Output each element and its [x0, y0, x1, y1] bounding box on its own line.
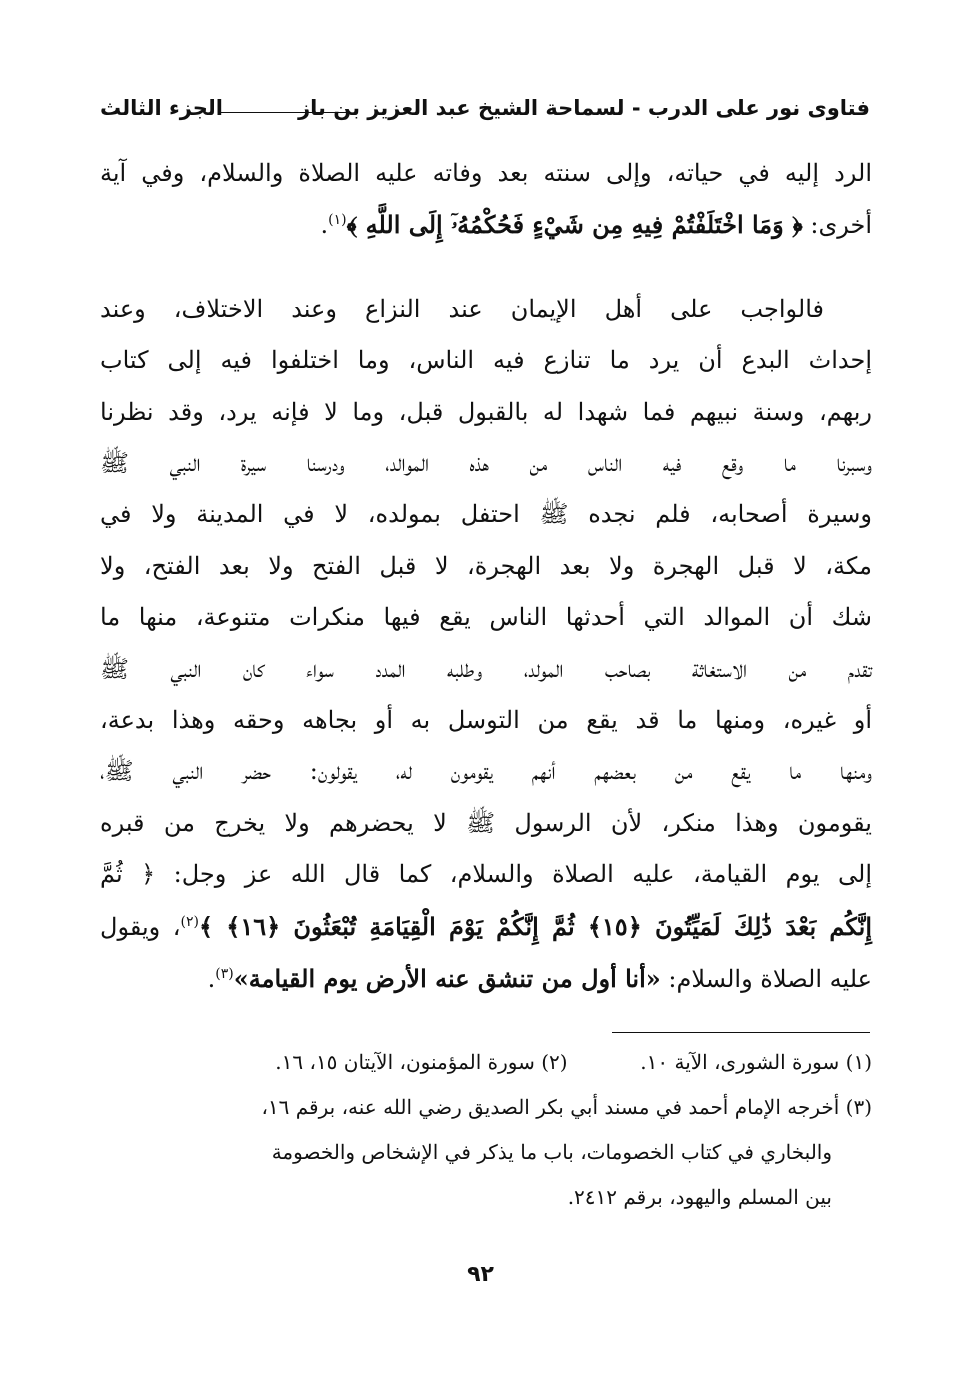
footnote-ref: (١) — [328, 212, 347, 229]
text-line: الرد إليه في حياته، وإلى سنته بعد وفاته عليه الصلاة والسلام، وفي آية — [100, 159, 872, 187]
footnote-ref: (٣) — [215, 966, 234, 983]
text-line: ومنها ما يقع من بعضهم أنهم يقومون له، يقولون: حضر النبي ﷺ، — [100, 757, 872, 786]
text-fragment: أخرى: — [810, 211, 872, 240]
footnote-ref: (٢) — [180, 913, 199, 930]
main-text — [100, 148, 872, 1006]
text-fragment: . — [320, 211, 329, 240]
header-volume: الجزء الثالث — [100, 96, 223, 120]
text-line: مكة، لا قبل الهجرة ولا بعد الهجرة، لا قبل الفتح ولا بعد الفتح، ولا — [100, 551, 872, 580]
text-line: فالواجب على أهل الإيمان عند النزاع وعند الاختلاف، وعند — [100, 294, 824, 323]
footnote-3-continued: بين المسلم واليهود، برقم ٢٤١٢. — [567, 1185, 832, 1209]
text-line: إلى يوم القيامة، عليه الصلاة والسلام، كما قال الله عز وجل: ﴿ ثُمَّ — [100, 860, 872, 889]
text-line: وسيرة أصحابه، فلم نجده ﷺ احتفل بمولده، لا في المدينة ولا في — [100, 500, 872, 529]
text-line: شك أن الموالد التي أحدثها الناس يقع فيها منكرات متنوعة، منها ما — [100, 603, 872, 632]
hadith-quote: «أنا أول من تنشق عنه الأرض يوم القيامة» — [233, 964, 661, 994]
text-fragment: عليه الصلاة والسلام: — [668, 965, 872, 994]
footnote-3-continued: والبخاري في كتاب الخصومات، باب ما يذكر في الإشخاص والخصومة — [271, 1140, 832, 1164]
text-line — [100, 953, 872, 1005]
text-line: أو غيره، ومنها ما قد يقع من التوسل به أو بجاهه وحقه وهذا بدعة، — [100, 706, 872, 735]
text-line: ربهم، وسنة نبيهم فما شهدا له بالقبول قبل، وما لا فإنه يرد، وقد نظرنا — [100, 397, 872, 426]
running-header — [100, 88, 870, 128]
footnote-2: (٢) سورة المؤمنون، الآيتان ١٥، ١٦. — [275, 1050, 568, 1074]
text-line — [100, 901, 872, 953]
text-line: يقومون وهذا منكر، لأن الرسول ﷺ لا يحضرهم ولا يخرج من قبره — [100, 808, 872, 837]
text-line — [100, 199, 872, 251]
footnotes — [100, 1040, 872, 1220]
header-rule — [218, 112, 350, 113]
text-line: تقدم من الاستغاثة بصاحب المولد، وطلبه المدد سواء كان النبي ﷺ — [100, 654, 872, 683]
text-fragment: ، ويقول — [100, 912, 181, 941]
page-number: ٩٢ — [467, 1262, 494, 1287]
footnote-separator — [612, 1032, 870, 1033]
header-title: فتاوى نور على الدرب - لسماحة الشيخ عبد العزيز بن باز — [298, 96, 870, 120]
text-fragment: . — [207, 965, 216, 994]
text-line: وسبرنا ما وقع فيه الناس من هذه الموالد، ودرسنا سيرة النبي ﷺ — [100, 449, 872, 478]
footnote-row — [100, 1040, 872, 1085]
paragraph-gap — [100, 252, 872, 284]
quran-verse: إِنَّكُم بَعْدَ ذَٰلِكَ لَمَيِّتُونَ ﴿١٥﴾ ثُمَّ إِنَّكُمْ يَوْمَ الْقِيَامَةِ تُبْعَثُونَ ﴿١٦﴾ ﴾ — [198, 911, 872, 941]
footnote-1: (١) سورة الشورى، الآية ١٠. — [640, 1050, 872, 1074]
quran-verse: ﴿ وَمَا اخْتَلَفْتُمْ فِيهِ مِن شَيْءٍ فَحُكْمُهُۥٓ إِلَى اللَّهِ ﴾ — [346, 210, 803, 240]
text-line: إحداث البدع أن يرد ما تنازع فيه الناس، وما اختلفوا فيه إلى كتاب — [100, 346, 872, 375]
footnote-3: (٣) أخرجه الإمام أحمد في مسند أبي بكر الصديق رضي الله عنه، برقم ١٦، — [261, 1095, 872, 1119]
